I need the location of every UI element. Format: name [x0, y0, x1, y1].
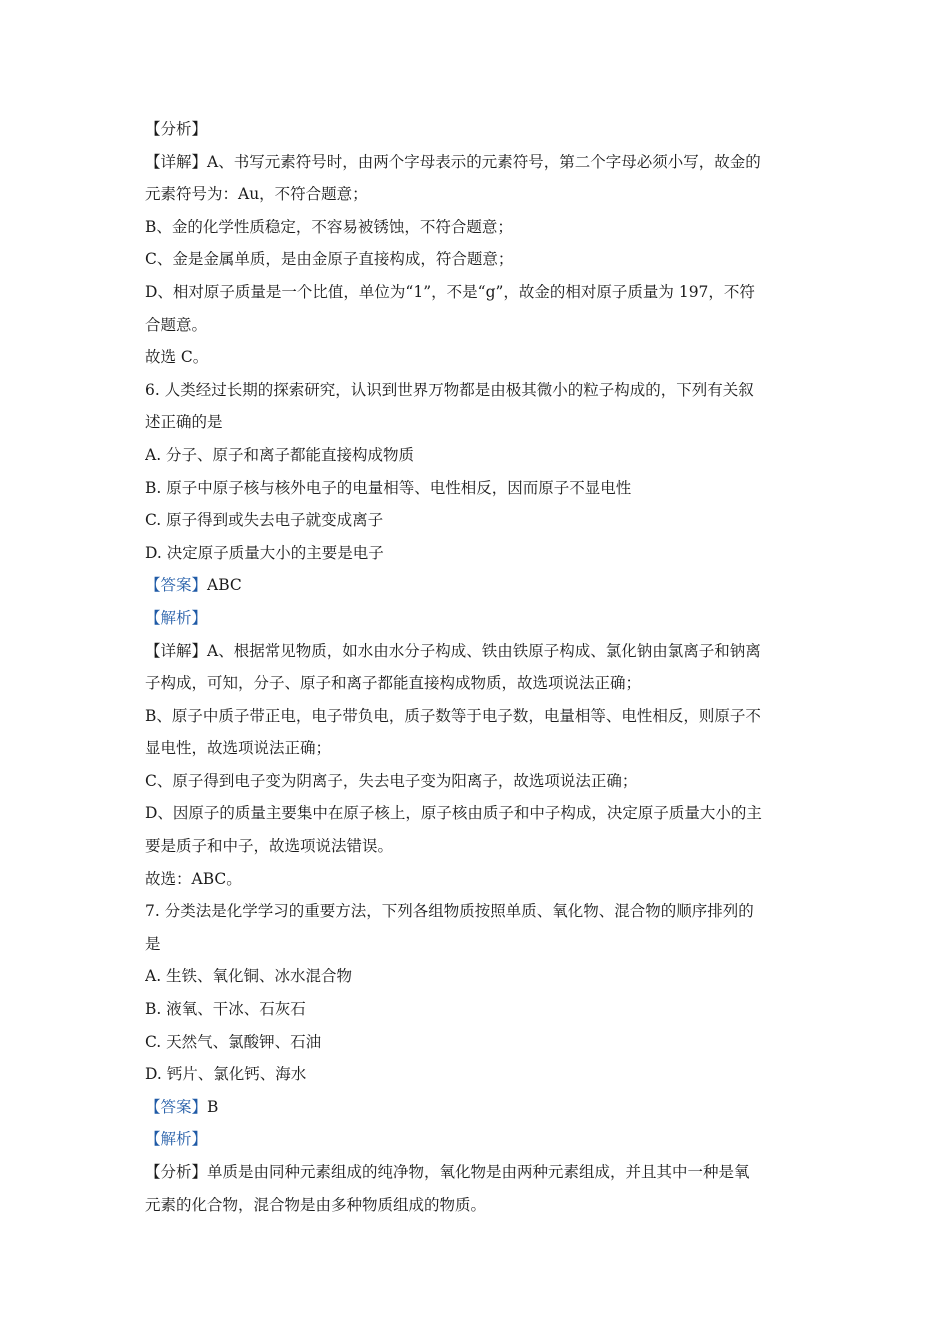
analysis-tag: 【解析】 — [145, 1130, 208, 1149]
answer-line: 【答案】ABC — [145, 576, 242, 595]
text-line: 要是质子和中子，故选项说法错误。 — [145, 837, 394, 856]
text-line: 【分析】 — [145, 120, 208, 138]
question-line: 6. 人类经过长期的探索研究，认识到世界万物都是由极其微小的粒子构成的，下列有关叙 — [145, 380, 754, 399]
option-line: C. 天然气、氯酸钾、石油 — [145, 1032, 322, 1051]
text-line: 元素符号为：Au，不符合题意； — [145, 185, 368, 204]
question-line: 7. 分类法是化学学习的重要方法，下列各组物质按照单质、氧化物、混合物的顺序排列的 — [145, 902, 754, 921]
answer-line: 【答案】B — [145, 1097, 219, 1116]
answer-tag: 【答案】 — [145, 576, 208, 595]
text-line: 故选：ABC。 — [145, 869, 242, 888]
text-line: C、原子得到电子变为阴离子，失去电子变为阳离子，故选项说法正确； — [145, 771, 638, 790]
text-line: B、金的化学性质稳定，不容易被锈蚀，不符合题意； — [145, 217, 513, 236]
section-tag: 【分析】 — [145, 1163, 208, 1181]
analysis-tag: 【解析】 — [145, 608, 208, 627]
answer-tag: 【答案】 — [145, 1097, 208, 1116]
section-tag: 【详解】 — [145, 641, 208, 660]
option-line: D. 决定原子质量大小的主要是电子 — [145, 543, 384, 562]
text-line: 元素的化合物，混合物是由多种物质组成的物质。 — [145, 1195, 487, 1214]
text-line: 【详解】A、书写元素符号时，由两个字母表示的元素符号，第二个字母必须小写，故金的 — [145, 152, 761, 171]
text-line: C、金是金属单质，是由金原子直接构成，符合题意； — [145, 250, 514, 269]
text-line: D、因原子的质量主要集中在原子核上，原子核由质子和中子构成，决定原子质量大小的主 — [145, 804, 762, 823]
question-line: 述正确的是 — [145, 413, 223, 432]
text-line: 子构成，可知，分子、原子和离子都能直接构成物质，故选项说法正确； — [145, 674, 642, 693]
text-line: 故选 C。 — [145, 348, 209, 367]
option-line: A. 生铁、氧化铜、冰水混合物 — [145, 967, 353, 986]
analysis-line — [145, 602, 809, 635]
text-line: 【分析】单质是由同种元素组成的纯净物，氧化物是由两种元素组成，并且其中一种是氧 — [145, 1163, 750, 1181]
section-tag: 【详解】 — [145, 152, 208, 171]
option-line: B. 原子中原子核与核外电子的电量相等、电性相反，因而原子不显电性 — [145, 478, 632, 497]
option-line: C. 原子得到或失去电子就变成离子 — [145, 511, 384, 530]
text-line: 【详解】A、根据常见物质，如水由水分子构成、铁由铁原子构成、氯化钠由氯离子和钠离 — [145, 641, 761, 660]
option-line: A. 分子、原子和离子都能直接构成物质 — [145, 445, 415, 464]
text-line: D、相对原子质量是一个比值，单位为“1”，不是“g”，故金的相对原子质量为 197，不符 — [145, 282, 755, 301]
document-body — [145, 113, 809, 1221]
text-line: 显电性，故选项说法正确； — [145, 739, 332, 758]
option-line: B. 液氧、干冰、石灰石 — [145, 1000, 306, 1019]
question-line: 是 — [145, 934, 161, 953]
analysis-line — [145, 1123, 809, 1156]
text-line: 合题意。 — [145, 315, 208, 334]
option-line: D. 钙片、氯化钙、海水 — [145, 1065, 307, 1084]
text-line: B、原子中质子带正电，电子带负电，质子数等于电子数，电量相等、电性相反，则原子不 — [145, 706, 761, 725]
